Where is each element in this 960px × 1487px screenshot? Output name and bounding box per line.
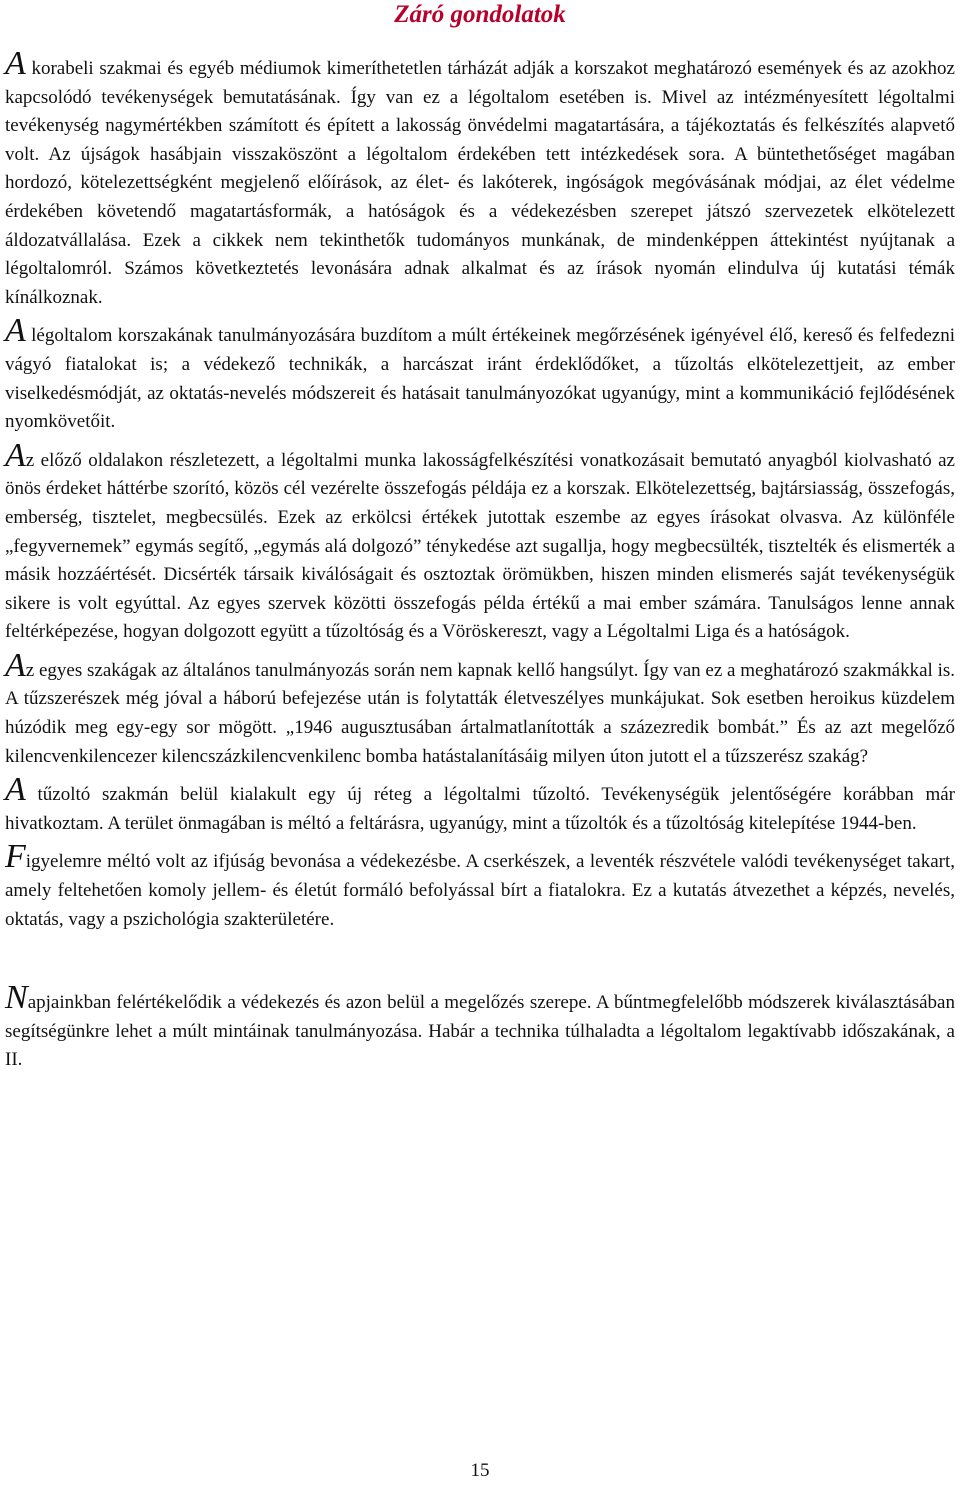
paragraph-text: z egyes szakágak az általános tanulmányozás során nem kapnak kellő hangsúlyt. Így van ez a meghatározó szakmákkal is. A tűzszerészek még jóval a háború befejezése után is folytatták életveszélyes munkájukat. Sok esetben heroikus küzdelem húzódik meg egy-egy sor mögött. „1946 augusztusában ártalmatlanították a százezredik bombát.” És az azt megelőző kilencvenkilencezer kilencszázkilencvenkilenc bomba hatástalanításáig milyen úton jutott el a tűzszerész szakág? <box>5 659 955 767</box>
paragraph-4 <box>5 646 955 771</box>
drop-cap: F <box>5 838 26 876</box>
paragraph-6 <box>5 838 955 934</box>
paragraph-text: légoltalom korszakának tanulmányozására buzdítom a múlt értékeinek megőrzésének igényével élő, kereső és felfedezni vágyó fiatalokat is; a védekező technikák, a harcászat iránt érdeklődőket, a tűzoltás elkötelezettjeit, az ember viselkedésmódját, az oktatás-nevelés módszereit és hatásait tanulmányozókat ugyanúgy, mint a kommunikáció fejlődésének nyomkövetőit. <box>5 325 955 433</box>
paragraph-text: korabeli szakmai és egyéb médiumok kimeríthetetlen tárházát adják a korszakot meghatározó események és az azokhoz kapcsolódó tevékenységek bemutatásának. Így van ez a légoltalom esetében is. Mivel az intézményesített légoltalmi tevékenység nagymértékben számított és épített a lakosság önvédelmi magatartására, a tájékoztatás és felkészítés alapvető volt. Az újságok hasábjain visszaköszönt a légoltalom érdekében tett intézkedések sora. A büntethetőséget magában hordozó, kötelezettségként megjelenő előírások, az élet- és lakóterek, ingóságok megóvásának módjai, az élet védelme érdekében követendő magatartásformák, a hatóságok és a védekezésben szerepet játszó szervezetek elkötelezett áldozatvállalása. Ezek a cikkek nem tekinthetők tudományos munkának, de mindenképpen áttekintést nyújtanak a légoltalomról. Számos következtetés levonására adnak alkalmat és az írások nyomán elindulva új kutatási témák kínálkoznak. <box>5 58 955 308</box>
paragraph-text: z előző oldalakon részletezett, a légoltalmi munka lakosságfelkészítési vonatkozásait bemutató anyagból kiolvasható az önös érdeket háttérbe szorító, közös cél vezérelte összefogás példája ez a korszak. Elkötelezettség, bajtársiasság, összefogás, emberség, tisztelet, megbecsülés. Ezek az erkölcsi értékek jutottak eszembe az egyes írásokat olvasva. Az különféle „fegyvernemek” egymás segítő, „egymás alá dolgozó” ténykedése azt sugallja, hogy megbecsülték, tisztelték és elismerték a másik hozzáértését. Dicsérték társaik kiválóságait és osztoztak örömükben, hiszen minden elismerés saját tevékenységük sikere is volt egyúttal. Az egyes szervek közötti összefogás példa értékű a mai ember számára. Tanulságos lenne annak feltérképezése, hogyan dolgozott együtt a tűzoltóság és a Vöröskereszt, vagy a Légoltalmi Liga és a hatóságok. <box>5 449 955 643</box>
drop-cap: N <box>5 979 28 1017</box>
paragraph-text: tűzoltó szakmán belül kialakult egy új réteg a légoltalmi tűzoltó. Tevékenységük jelentőségére korábban már hivatkoztam. A terület önmagában is méltó a feltárásra, ugyanúgy, mint a tűzoltók és a tűzoltóság kitelepítése 1944-ben. <box>5 784 955 834</box>
paragraph-2 <box>5 312 955 436</box>
page-number: 15 <box>470 1460 490 1481</box>
paragraph-1 <box>5 45 955 312</box>
paragraph-text: apjainkban felértékelődik a védekezés és azon belül a megelőzés szerepe. A bűntmegfelelőbb módszerek kiválasztásában segítségünkre lehet a múlt mintáinak tanulmányozása. Habár a technika túlhaladta a légoltalom legaktívabb időszakának, a II. <box>5 992 955 1071</box>
drop-cap: A <box>5 45 26 82</box>
paragraph-text: igyelemre méltó volt az ifjúság bevonása a védekezésbe. A cserkészek, a leventék részvétele valódi tevékenységet takart, amely feltehetően komoly jellem- és életút formáló befolyással bírt a fiatalokra. Ez a kutatás átvezethet a képzés, nevelés, oktatás, vagy a pszichológia szakterületére. <box>5 851 955 930</box>
drop-cap: A <box>5 312 26 350</box>
page-title: Záró gondolatok <box>394 1 566 28</box>
paragraph-3 <box>5 436 955 647</box>
paragraph-5 <box>5 771 955 838</box>
drop-cap: A <box>5 771 26 809</box>
drop-cap: A <box>5 646 26 684</box>
paragraph-7 <box>5 979 955 1075</box>
drop-cap: A <box>5 436 26 474</box>
